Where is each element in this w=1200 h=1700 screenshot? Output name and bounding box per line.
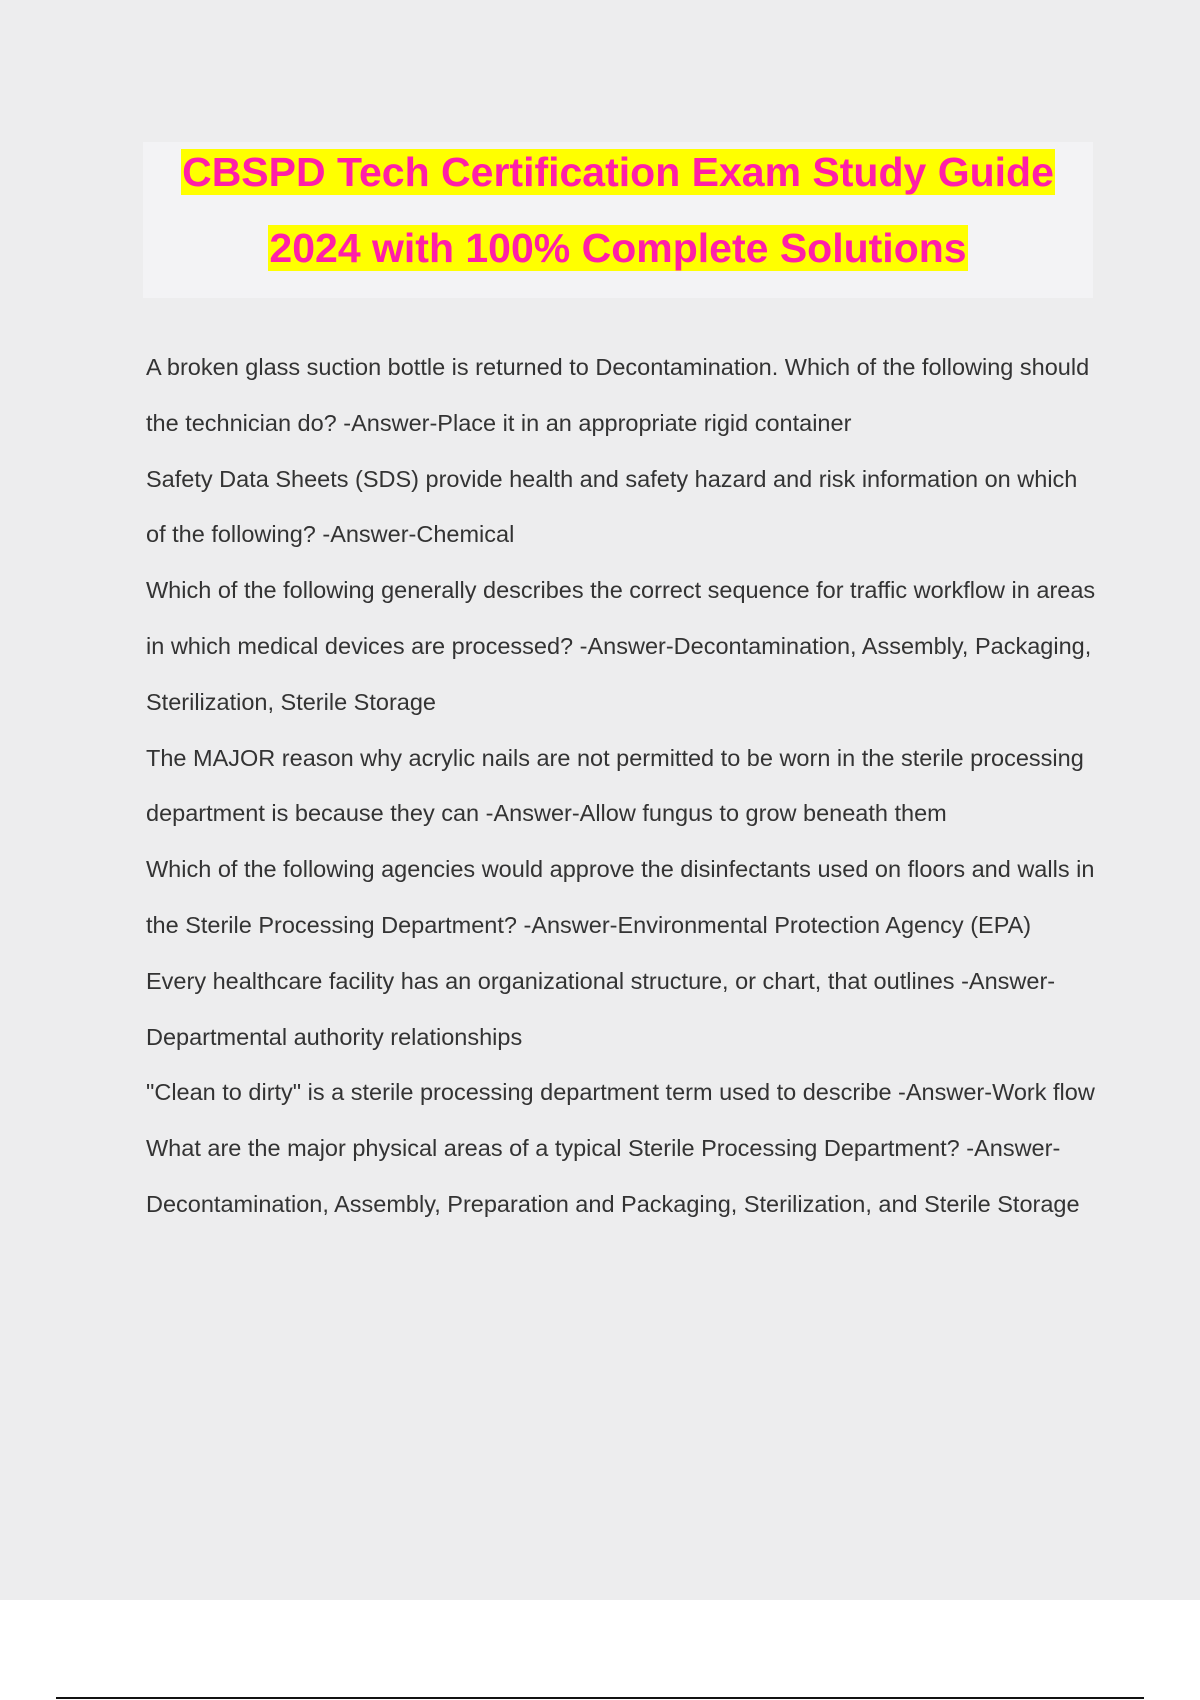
title-line-2	[143, 222, 1093, 274]
qa-entry: Which of the following agencies would approve the disinfectants used on floors and walls in the Sterile Processing Department? -Answer-Environmental Protection Agency (EPA)	[146, 856, 1095, 938]
qa-entry: What are the major physical areas of a typical Sterile Processing Department? -Answer-Decontamination, Assembly, Preparation and Packaging, Sterilization, and Sterile Storage	[146, 1135, 1080, 1217]
qa-entry: Every healthcare facility has an organizational structure, or chart, that outlines -Answer-Departmental authority relationships	[146, 967, 1056, 1050]
qa-list	[146, 340, 1096, 1233]
document-title-part-2: 2024 with 100% Complete Solutions	[269, 225, 967, 271]
qa-entry: A broken glass suction bottle is returned to Decontamination. Which of the following should the technician do? -Answer-Place it in an appropriate rigid container	[146, 354, 1090, 436]
qa-entry: "Clean to dirty" is a sterile processing department term used to describe -Answer-Work flow	[146, 1079, 1095, 1106]
qa-entry: The MAJOR reason why acrylic nails are not permitted to be worn in the sterile processing department is because they can -Answer-Allow fungus to grow beneath them	[146, 744, 1084, 827]
title-line-1	[143, 146, 1093, 198]
qa-entry: Safety Data Sheets (SDS) provide health and safety hazard and risk information on which of the following? -Answer-Chemical	[146, 465, 1078, 548]
document-title-part-1: CBSPD Tech Certification Exam Study Guide	[182, 149, 1054, 195]
qa-entry: Which of the following generally describes the correct sequence for traffic workflow in areas in which medical devices are processed? -Answer-Decontamination, Assembly, Packaging, Sterilization, Sterile Storage	[146, 577, 1096, 715]
title-block	[143, 142, 1093, 298]
footer-divider	[56, 1697, 1144, 1699]
